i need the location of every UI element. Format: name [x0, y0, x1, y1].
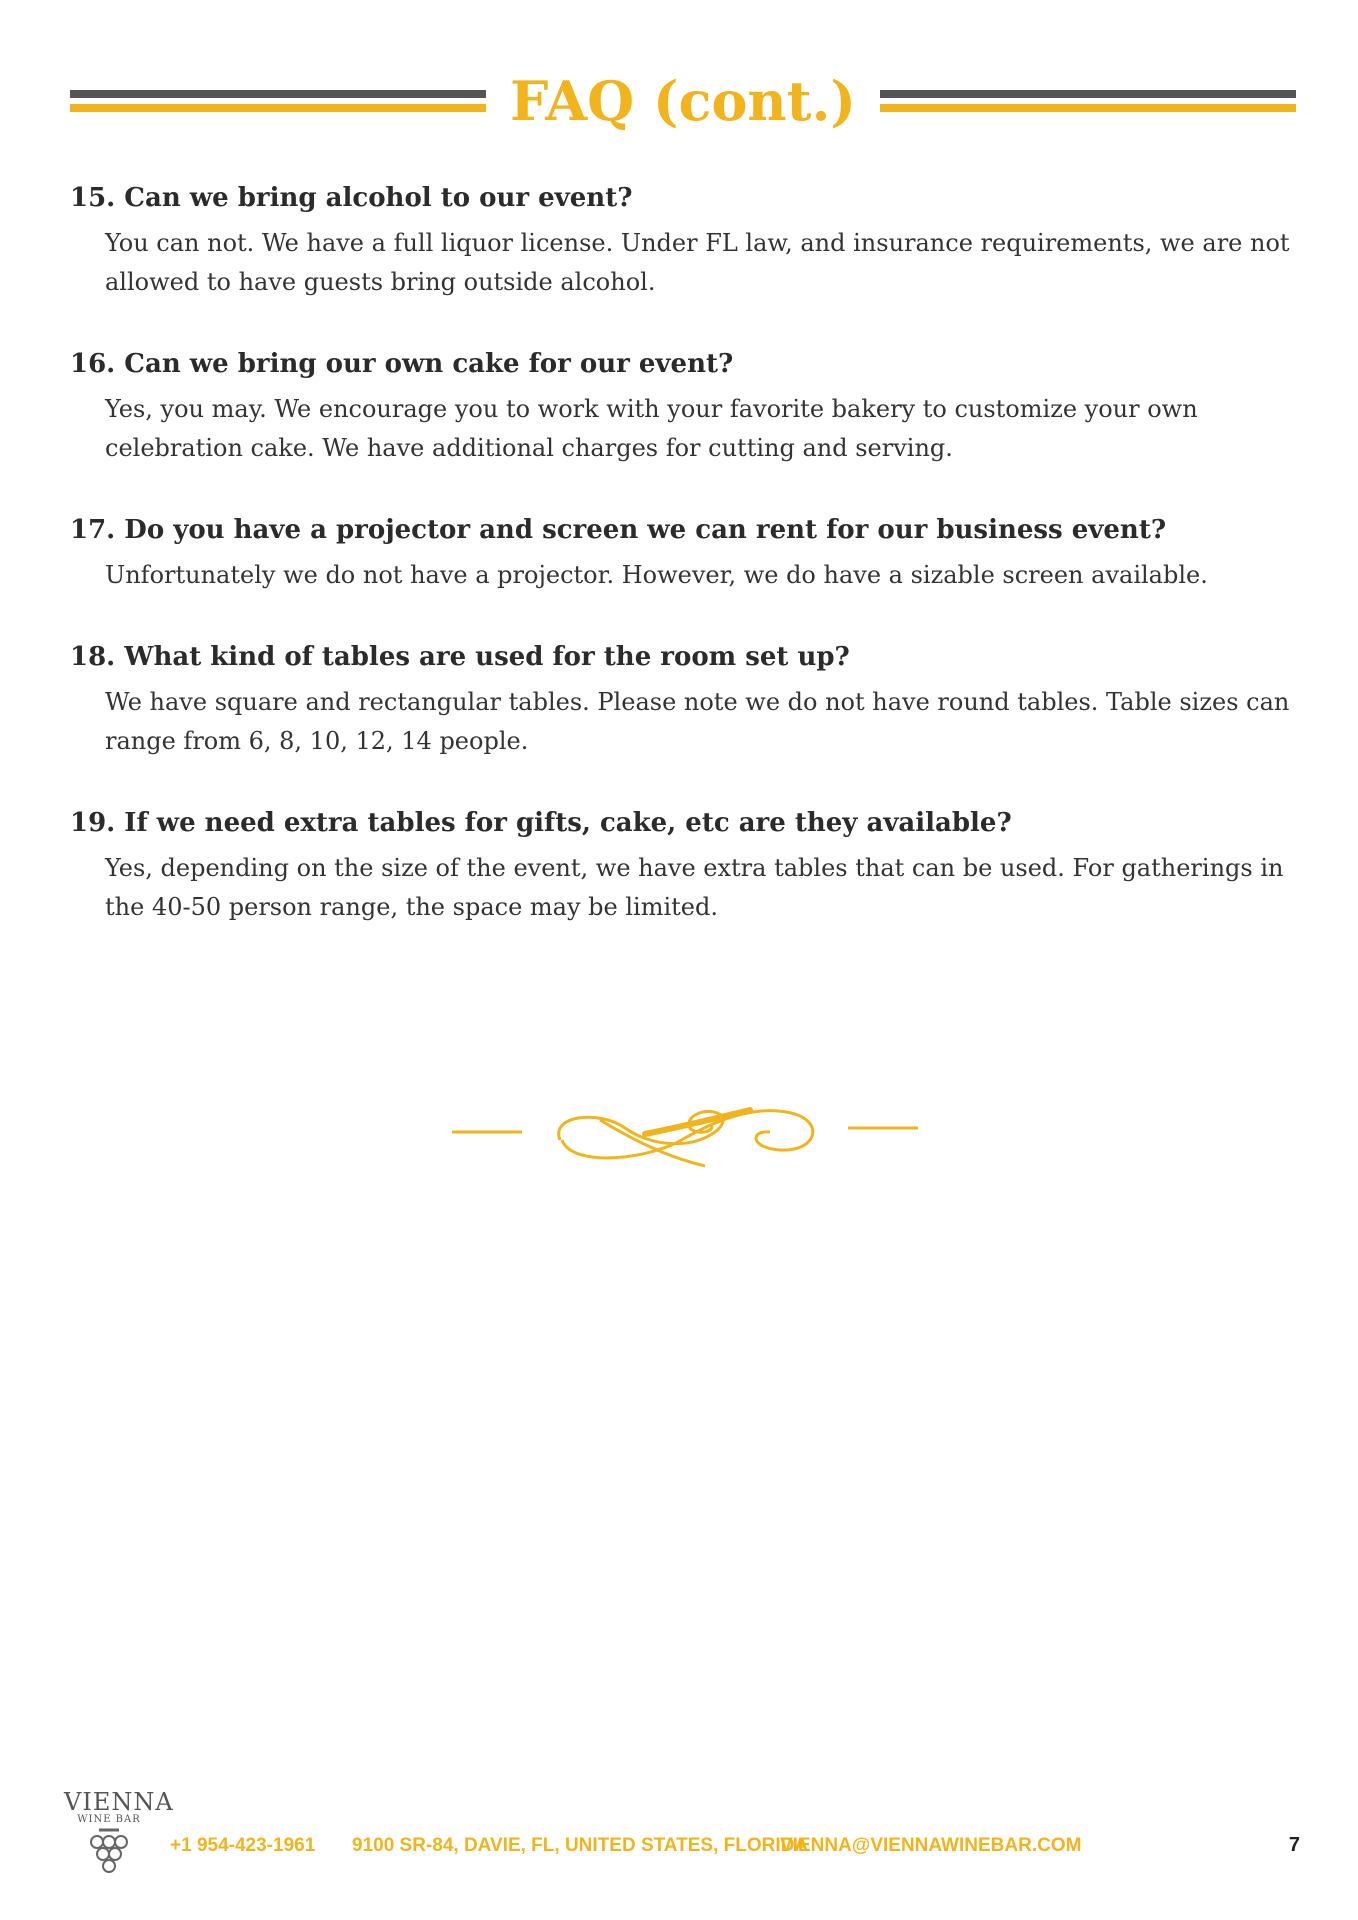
- logo-subtitle: WINE BAR: [77, 1814, 141, 1825]
- grape-cluster-icon: [64, 1826, 154, 1881]
- logo-name: VIENNA: [64, 1788, 174, 1816]
- faq-item: [70, 805, 1310, 927]
- page-number: 7: [1288, 1834, 1300, 1856]
- faq-answer: Yes, depending on the size of the event, we have extra tables that can be used. For gatherings in the 40-50 person range, the space may be limited.: [105, 854, 1284, 921]
- faq-answer: You can not. We have a full liquor license. Under FL law, and insurance requirements, we are not allowed to have guests bring outside alcohol.: [105, 229, 1290, 296]
- faq-item: [70, 512, 1310, 595]
- faq-answer: We have square and rectangular tables. Please note we do not have round tables. Table sizes can range from 6, 8, 10, 12, 14 people.: [105, 688, 1290, 755]
- faq-item: [70, 346, 1310, 468]
- faq-item: [70, 639, 1310, 761]
- header-rule-left: [70, 90, 486, 112]
- page-header: [0, 64, 1358, 139]
- faq-list: [70, 180, 1310, 971]
- faq-question: 15. Can we bring alcohol to our event?: [70, 183, 633, 213]
- contact-email[interactable]: VIENNA@VIENNAWINEBAR.COM: [780, 1835, 1082, 1856]
- page-title: FAQ (cont.): [510, 69, 856, 133]
- faq-answer: Yes, you may. We encourage you to work with your favorite bakery to customize your own celebration cake. We have additional charges for cutting and serving.: [105, 395, 1198, 462]
- faq-question: 19. If we need extra tables for gifts, cake, etc are they available?: [70, 808, 1012, 838]
- header-rule-right: [880, 90, 1296, 112]
- faq-answer: Unfortunately we do not have a projector. However, we do have a sizable screen available.: [105, 561, 1208, 589]
- faq-item: [70, 180, 1310, 302]
- faq-question: 18. What kind of tables are used for the room set up?: [70, 642, 850, 672]
- flourish-divider-icon: [450, 1090, 920, 1170]
- faq-question: 17. Do you have a projector and screen we can rent for our business event?: [70, 515, 1167, 545]
- brand-logo: [64, 1788, 174, 1885]
- page-footer: [0, 1790, 1358, 1890]
- contact-address: 9100 SR-84, DAVIE, FL, UNITED STATES, FLORIDA: [352, 1835, 809, 1856]
- faq-question: 16. Can we bring our own cake for our event?: [70, 349, 734, 379]
- contact-phone[interactable]: +1 954-423-1961: [170, 1835, 316, 1856]
